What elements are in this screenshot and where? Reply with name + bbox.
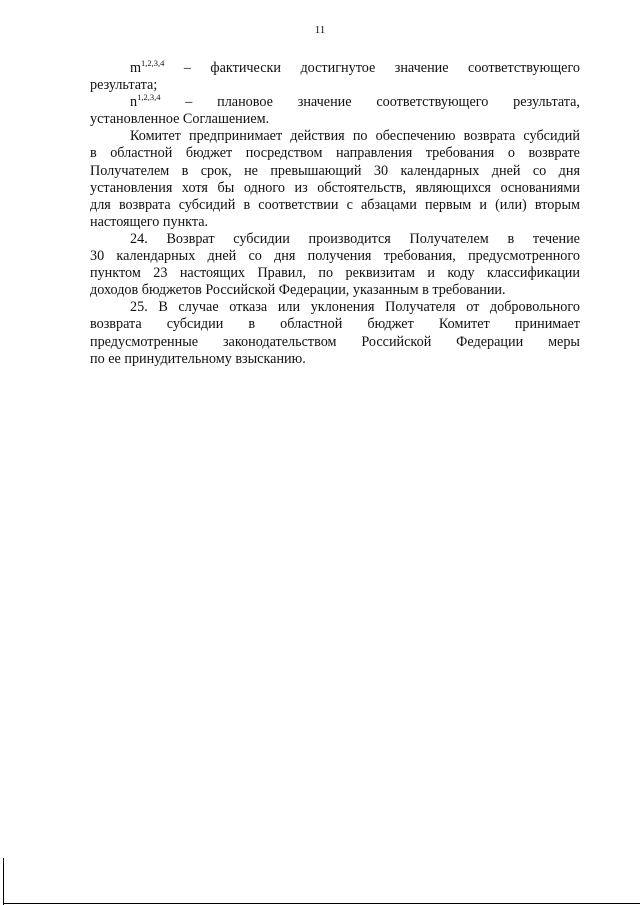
word: достигнутое	[300, 60, 376, 76]
paragraph-line: настоящего пункта.	[90, 213, 209, 230]
paragraph-line: Получателем в срок, не превышающий 30 календарных дней со дня	[90, 162, 580, 179]
paragraph-line: в областной бюджет посредством направления требования о возврате	[90, 145, 580, 162]
definition-dash: –	[183, 60, 191, 76]
variable-n: n	[130, 94, 138, 111]
definition-m-continuation: результата;	[90, 77, 158, 94]
word: соответствующего	[468, 60, 580, 76]
paragraph-line: установления хотя бы одного из обстоятельств, являющихся основаниями	[90, 179, 580, 196]
paragraph-line: 30 календарных дней со дня получения требования, предусмотренного	[90, 248, 580, 265]
word: значение	[394, 60, 449, 76]
paragraph-line: пунктом 23 настоящих Правил, по реквизитам и коду классификации	[90, 265, 580, 282]
page-number: 11	[314, 24, 326, 36]
paragraph-25	[90, 299, 580, 367]
paragraph-line: доходов бюджетов Российской Федерации, указанным в требовании.	[90, 282, 506, 299]
variable-m: m	[130, 60, 142, 76]
paragraph-line: возврата субсидии в областной бюджет Комитет принимает	[90, 316, 580, 333]
variable-m-indices: 1,2,3,4	[141, 58, 165, 68]
scan-border-left	[3, 858, 4, 905]
paragraph-committee	[90, 128, 580, 231]
word: фактически	[210, 60, 281, 76]
word: результата,	[513, 94, 580, 111]
paragraph-line: по ее принудительному взысканию.	[90, 350, 306, 367]
definition-m-line	[90, 60, 580, 77]
paragraph-line: для возврата субсидий в соответствии с абзацами первым и (или) вторым	[90, 196, 580, 213]
definition-dash: –	[185, 94, 193, 111]
document-body	[90, 60, 580, 368]
paragraph-line: предусмотренные законодательством Российской Федерации меры	[90, 333, 580, 350]
paragraph-line: 25. В случае отказа или уклонения Получателя от добровольного	[130, 299, 580, 316]
word: значение	[297, 94, 352, 111]
word: плановое	[217, 94, 273, 111]
word: соответствующего	[376, 94, 489, 111]
definition-n-continuation: установленное Соглашением.	[90, 111, 270, 128]
scan-border-bottom	[3, 903, 640, 904]
paragraph-line: Комитет предпринимает действия по обеспечению возврата субсидий	[130, 128, 580, 145]
variable-n-indices: 1,2,3,4	[137, 92, 161, 103]
paragraph-line: 24. Возврат субсидии производится Получателем в течение	[130, 230, 580, 247]
definition-n-line	[90, 94, 580, 111]
paragraph-24	[90, 231, 580, 299]
